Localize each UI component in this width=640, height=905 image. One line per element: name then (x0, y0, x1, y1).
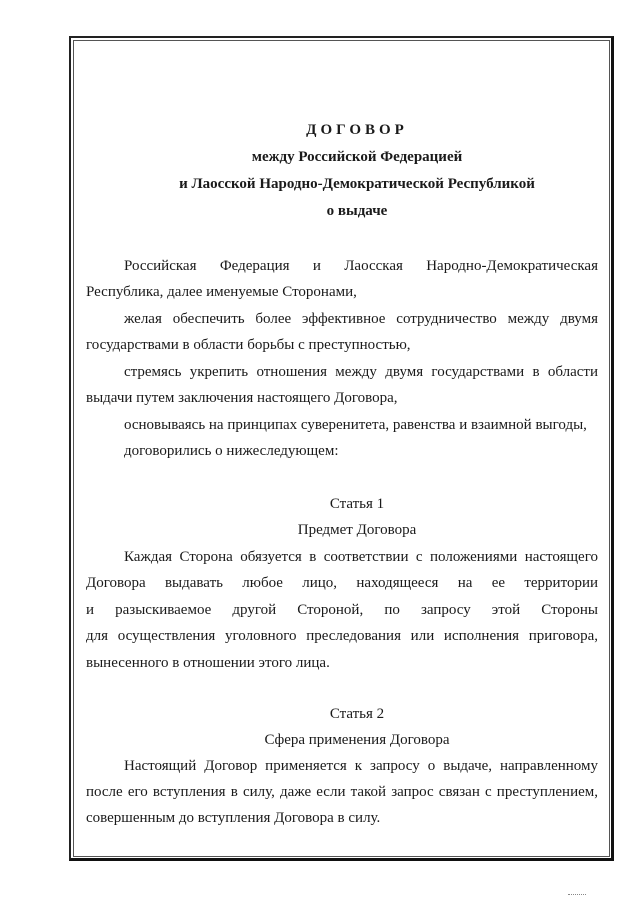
article-text-line: совершенным до вступления Договора в силу. (86, 810, 381, 826)
scan-artifact (568, 894, 586, 897)
preamble-line: выдачи путем заключения настоящего Договора, (86, 390, 398, 406)
preamble-line: Республика, далее именуемые Сторонами, (86, 284, 357, 300)
preamble-line: основываясь на принципах суверенитета, равенства и взаимной выгоды, (124, 417, 587, 433)
article-title: Сфера применения Договора (264, 732, 450, 748)
article-title: Предмет Договора (297, 522, 417, 538)
preamble-line: желая обеспечить более эффективное сотрудничество между двумя (124, 311, 598, 327)
article-text-line: для осуществления уголовного преследования или исполнения приговора, (86, 628, 598, 644)
document-title: ДОГОВОР (306, 122, 408, 138)
preamble-line: стремясь укрепить отношения между двумя государствами в области (124, 364, 598, 380)
article-text-line: Договора выдавать любое лицо, находящееся на ее территории (86, 575, 598, 591)
preamble-line: государствами в области борьбы с преступностью, (86, 337, 411, 353)
preamble-line: Российская Федерация и Лаосская Народно-Демократическая (124, 258, 598, 274)
article-heading: Статья 1 (329, 496, 385, 512)
article-text-line: и разыскиваемое другой Стороной, по запросу этой Стороны (86, 602, 598, 618)
article-text-line: Настоящий Договор применяется к запросу о выдаче, направленному (124, 758, 598, 774)
document-subtitle-line-2: и Лаосской Народно-Демократической Республикой (179, 176, 535, 192)
article-text-line: после его вступления в силу, даже если такой запрос связан с преступлением, (86, 784, 598, 800)
article-text-line: вынесенного в отношении этого лица. (86, 655, 330, 671)
preamble-line: договорились о нижеследующем: (124, 443, 339, 459)
document-subtitle-line-1: между Российской Федерацией (251, 149, 463, 165)
document-subtitle-line-3: о выдаче (326, 203, 388, 219)
article-text-line: Каждая Сторона обязуется в соответствии с положениями настоящего (124, 549, 598, 565)
article-heading: Статья 2 (329, 706, 385, 722)
